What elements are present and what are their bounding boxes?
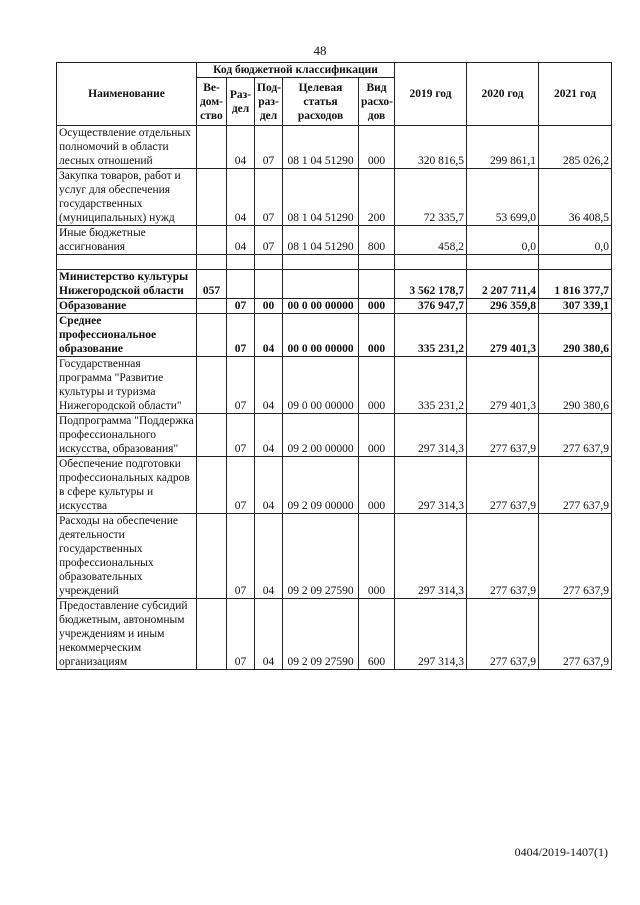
cell-podrazdel: 00: [255, 299, 283, 314]
cell-2019: 297 314,3: [395, 599, 467, 670]
cell-razdel: [227, 270, 255, 299]
empty-cell: [359, 255, 395, 270]
empty-cell: [467, 255, 539, 270]
cell-vid: 000: [359, 457, 395, 514]
cell-2020: 2 207 711,4: [467, 270, 539, 299]
table-row: [57, 314, 612, 357]
table-spacer-row: [57, 255, 612, 270]
cell-2019: 3 562 178,7: [395, 270, 467, 299]
cell-2020: 299 861,1: [467, 126, 539, 169]
cell-name: Осуществление отдельных полномочий в области лесных отношений: [57, 126, 197, 169]
cell-2019: 297 314,3: [395, 457, 467, 514]
cell-podrazdel: 07: [255, 169, 283, 226]
cell-2021: 307 339,1: [539, 299, 612, 314]
cell-target: 00 0 00 00000: [283, 314, 359, 357]
empty-cell: [255, 255, 283, 270]
cell-razdel: 07: [227, 457, 255, 514]
cell-2019: 335 231,2: [395, 314, 467, 357]
cell-vedomstvo: [197, 126, 227, 169]
cell-2019: 297 314,3: [395, 414, 467, 457]
cell-vedomstvo: [197, 169, 227, 226]
cell-vedomstvo: [197, 299, 227, 314]
cell-vedomstvo: [197, 226, 227, 255]
cell-vid: 600: [359, 599, 395, 670]
cell-vid: 000: [359, 514, 395, 599]
cell-2021: 277 637,9: [539, 599, 612, 670]
cell-vid: 000: [359, 299, 395, 314]
cell-podrazdel: 04: [255, 514, 283, 599]
empty-cell: [197, 255, 227, 270]
empty-cell: [283, 255, 359, 270]
cell-podrazdel: 07: [255, 226, 283, 255]
cell-name: Государственная программа "Развитие культуры и туризма Нижегородской области": [57, 357, 197, 414]
cell-2021: 277 637,9: [539, 414, 612, 457]
cell-razdel: 04: [227, 169, 255, 226]
cell-2020: 277 637,9: [467, 599, 539, 670]
table-row: [57, 414, 612, 457]
cell-vid: 800: [359, 226, 395, 255]
cell-podrazdel: 04: [255, 599, 283, 670]
empty-cell: [539, 255, 612, 270]
empty-cell: [395, 255, 467, 270]
cell-vedomstvo: [197, 457, 227, 514]
cell-razdel: 07: [227, 314, 255, 357]
cell-podrazdel: 04: [255, 414, 283, 457]
cell-razdel: 07: [227, 414, 255, 457]
table-row: [57, 599, 612, 670]
cell-2019: 458,2: [395, 226, 467, 255]
table-row: [57, 169, 612, 226]
cell-podrazdel: 07: [255, 126, 283, 169]
cell-vedomstvo: [197, 414, 227, 457]
cell-vid: [359, 270, 395, 299]
cell-2019: 335 231,2: [395, 357, 467, 414]
cell-name: Подпрограмма "Поддержка профессионального искусства, образования": [57, 414, 197, 457]
cell-name: Закупка товаров, работ и услуг для обеспечения государственных (муниципальных) нужд: [57, 169, 197, 226]
cell-2021: 285 026,2: [539, 126, 612, 169]
cell-2019: 376 947,7: [395, 299, 467, 314]
cell-vedomstvo: [197, 314, 227, 357]
header-podrazdel: Под-раз-дел: [255, 78, 283, 126]
cell-name: Обеспечение подготовки профессиональных кадров в сфере культуры и искусства: [57, 457, 197, 514]
cell-2020: 277 637,9: [467, 457, 539, 514]
table-body: [57, 126, 612, 670]
cell-vedomstvo: [197, 599, 227, 670]
cell-vedomstvo: [197, 514, 227, 599]
cell-razdel: 04: [227, 226, 255, 255]
cell-name: Иные бюджетные ассигнования: [57, 226, 197, 255]
header-razdel: Раз-дел: [227, 78, 255, 126]
cell-vid: 000: [359, 357, 395, 414]
cell-2021: 36 408,5: [539, 169, 612, 226]
budget-table: [56, 62, 612, 670]
cell-2021: 1 816 377,7: [539, 270, 612, 299]
cell-2021: 290 380,6: [539, 357, 612, 414]
cell-2020: 277 637,9: [467, 414, 539, 457]
cell-2019: 72 335,7: [395, 169, 467, 226]
header-2019: 2019 год: [395, 63, 467, 126]
cell-target: 08 1 04 51290: [283, 169, 359, 226]
table-row: [57, 299, 612, 314]
cell-2021: 277 637,9: [539, 514, 612, 599]
cell-vedomstvo: [197, 357, 227, 414]
cell-2021: 290 380,6: [539, 314, 612, 357]
cell-target: 09 2 00 00000: [283, 414, 359, 457]
cell-2021: 277 637,9: [539, 457, 612, 514]
cell-2019: 297 314,3: [395, 514, 467, 599]
empty-cell: [57, 255, 197, 270]
cell-2020: 0,0: [467, 226, 539, 255]
cell-2021: 0,0: [539, 226, 612, 255]
table-row: [57, 226, 612, 255]
cell-vid: 000: [359, 414, 395, 457]
cell-razdel: 07: [227, 599, 255, 670]
cell-vid: 200: [359, 169, 395, 226]
cell-2020: 53 699,0: [467, 169, 539, 226]
page-number: 48: [313, 43, 327, 58]
cell-2020: 279 401,3: [467, 314, 539, 357]
header-2021: 2021 год: [539, 63, 612, 126]
cell-name: Предоставление субсидий бюджетным, автономным учреждениям и иным некоммерческим организациям: [57, 599, 197, 670]
cell-razdel: 04: [227, 126, 255, 169]
cell-razdel: 07: [227, 299, 255, 314]
header-vedomstvo: Ве-дом-ство: [197, 78, 227, 126]
header-name: Наименование: [57, 63, 197, 126]
cell-target: 09 0 00 00000: [283, 357, 359, 414]
empty-cell: [227, 255, 255, 270]
cell-razdel: 07: [227, 514, 255, 599]
table-row: [57, 357, 612, 414]
cell-target: 08 1 04 51290: [283, 126, 359, 169]
cell-name: Образование: [57, 299, 197, 314]
cell-podrazdel: [255, 270, 283, 299]
cell-2020: 296 359,8: [467, 299, 539, 314]
cell-podrazdel: 04: [255, 314, 283, 357]
cell-target: 09 2 09 27590: [283, 599, 359, 670]
cell-razdel: 07: [227, 357, 255, 414]
cell-2020: 279 401,3: [467, 357, 539, 414]
table-row: [57, 457, 612, 514]
cell-target: 09 2 09 27590: [283, 514, 359, 599]
cell-target: [283, 270, 359, 299]
table-row: [57, 126, 612, 169]
cell-2019: 320 816,5: [395, 126, 467, 169]
cell-vedomstvo: 057: [197, 270, 227, 299]
cell-vid: 000: [359, 314, 395, 357]
cell-podrazdel: 04: [255, 357, 283, 414]
header-2020: 2020 год: [467, 63, 539, 126]
header-vid: Вид расхо-дов: [359, 78, 395, 126]
cell-name: Расходы на обеспечение деятельности государственных профессиональных образовательных учреждений: [57, 514, 197, 599]
cell-name: Министерство культуры Нижегородской области: [57, 270, 197, 299]
table-row: [57, 514, 612, 599]
cell-name: Среднее профессиональное образование: [57, 314, 197, 357]
cell-target: 00 0 00 00000: [283, 299, 359, 314]
cell-podrazdel: 04: [255, 457, 283, 514]
cell-target: 08 1 04 51290: [283, 226, 359, 255]
table-row: [57, 270, 612, 299]
header-target: Целевая статья расходов: [283, 78, 359, 126]
header-code-group: Код бюджетной классификации: [197, 63, 395, 78]
document-number: 0404/2019-1407(1): [514, 845, 608, 859]
cell-vid: 000: [359, 126, 395, 169]
cell-2020: 277 637,9: [467, 514, 539, 599]
cell-target: 09 2 09 00000: [283, 457, 359, 514]
